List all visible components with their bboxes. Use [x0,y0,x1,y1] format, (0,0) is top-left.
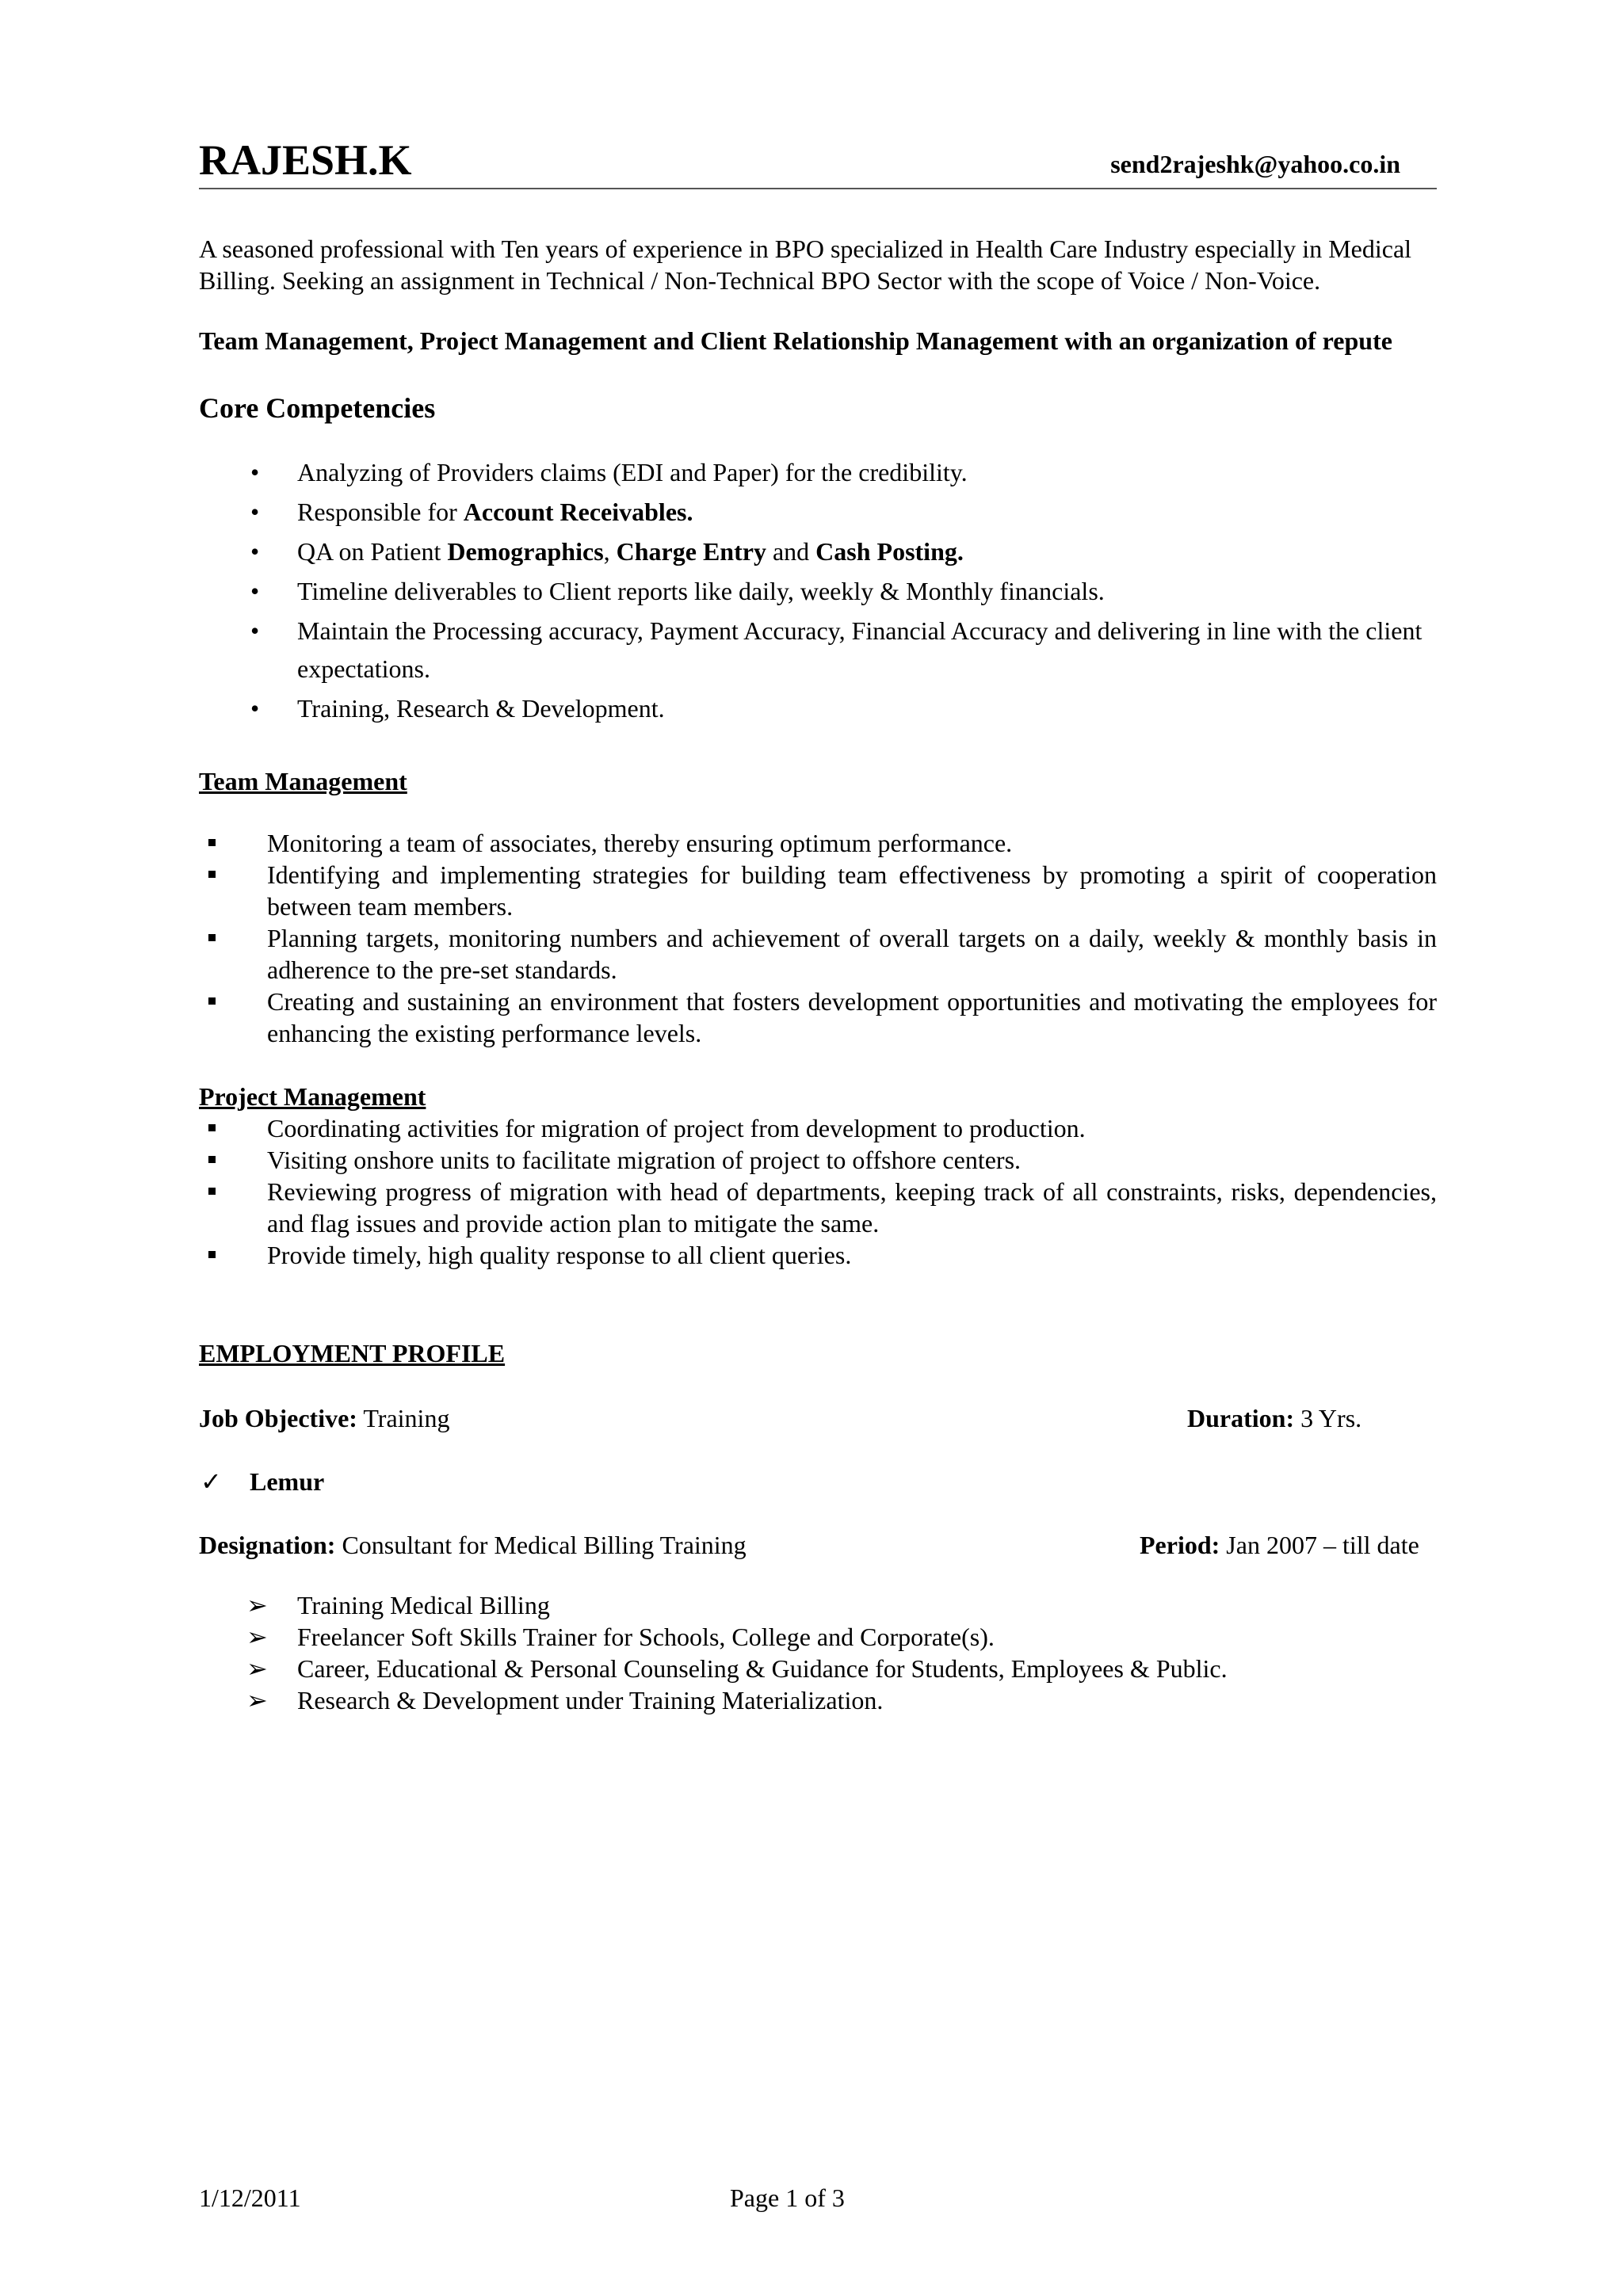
item-text: Research & Development under Training Materialization. [297,1686,884,1714]
arrow-bullet-icon: ➢ [246,1654,268,1683]
footer-date: 1/12/2011 [199,2183,301,2212]
job-objective-value: Training [357,1404,450,1432]
item-bold-text: Cash Posting. [815,537,964,566]
square-bullet-icon [208,997,216,1005]
bullet-icon: • [250,616,260,645]
list-item [199,1653,1437,1684]
item-text: Responsible for [297,498,464,526]
employment-profile-heading: EMPLOYMENT PROFILE [199,1339,506,1367]
candidate-name: RAJESH.K [199,136,412,184]
organization-row [199,1466,1437,1497]
list-item [199,1176,1437,1239]
period [1140,1529,1437,1561]
list-item [199,1239,1437,1271]
item-text: Visiting onshore units to facilitate migration of project to offshore centers. [267,1146,1022,1174]
list-item [199,532,1437,570]
duration-value: 3 Yrs. [1294,1404,1362,1432]
arrow-bullet-icon: ➢ [246,1686,268,1714]
summary-paragraph: A seasoned professional with Ten years of experience in BPO specialized in Health Care Industry especially in Medical Billing. Seeking an assignment in Technical / Non-Technical BPO Sector with the scope of Voice / Non-Voice. [199,235,1412,295]
list-item [199,922,1437,986]
square-bullet-icon [208,1156,216,1163]
square-bullet-icon [208,839,216,846]
check-mark-icon: ✓ [200,1467,222,1496]
item-text: Planning targets, monitoring numbers and achievement of overall targets on a daily, weekly & monthly basis in adherence to the pre-set standards. [267,924,1437,984]
list-item [199,986,1437,1049]
item-text: Reviewing progress of migration with head of departments, keeping track of all constraints, risks, dependencies, and flag issues and provide action plan to mitigate the same. [267,1177,1437,1238]
item-text: Training, Research & Development. [297,694,665,723]
bullet-icon: • [250,577,260,605]
item-text: Analyzing of Providers claims (EDI and Paper) for the credibility. [297,458,968,486]
list-item [199,1684,1437,1716]
job-objective-label: Job Objective: [199,1404,357,1432]
duration [1187,1402,1437,1434]
period-value: Jan 2007 – till date [1220,1531,1419,1559]
list-item [199,689,1437,727]
list-item [199,1589,1437,1621]
square-bullet-icon [208,1124,216,1131]
item-text: and [766,537,816,566]
item-text: Creating and sustaining an environment that fosters development opportunities and motivating the employees for enhancing the existing performance levels. [267,987,1437,1047]
designation-label: Designation: [199,1531,336,1559]
focus-statement: Team Management, Project Management and Client Relationship Management with an organization of repute [199,326,1392,355]
item-text: Provide timely, high quality response to all client queries. [267,1241,852,1269]
project-management-list [199,1112,1437,1271]
item-text: Maintain the Processing accuracy, Payment Accuracy, Financial Accuracy and delivering in line with the client expectations. [297,616,1423,683]
arrow-bullet-icon: ➢ [246,1623,268,1651]
list-item [199,1621,1437,1653]
candidate-email: send2rajeshk@yahoo.co.in [1110,150,1400,178]
bullet-icon: • [250,498,260,526]
list-item [199,859,1437,922]
resume-content [199,136,1437,1716]
team-management-heading: Team Management [199,767,407,795]
square-bullet-icon [208,1251,216,1258]
list-item [199,493,1437,531]
item-text: Timeline deliverables to Client reports like daily, weekly & Monthly financials. [297,577,1105,605]
designation-value: Consultant for Medical Billing Training [335,1531,747,1559]
list-item [199,827,1437,859]
bullet-icon: • [250,458,260,486]
list-item [199,572,1437,610]
item-text: QA on Patient [297,537,448,566]
square-bullet-icon [208,934,216,941]
square-bullet-icon [208,871,216,878]
arrow-bullet-icon: ➢ [246,1591,268,1619]
item-text: Monitoring a team of associates, thereby ensuring optimum performance. [267,829,1013,857]
project-management-heading: Project Management [199,1082,426,1111]
item-text: Career, Educational & Personal Counseling & Guidance for Students, Employees & Public. [297,1654,1228,1683]
list-item [199,612,1437,688]
organization [199,1466,1437,1497]
organization-name: Lemur [250,1467,325,1496]
square-bullet-icon [208,1188,216,1195]
core-competencies-heading: Core Competencies [199,392,436,424]
item-bold-text: Charge Entry [616,537,766,566]
item-text: Identifying and implementing strategies for building team effectiveness by promoting a spirit of cooperation between team members. [267,860,1437,921]
core-competencies-list [199,453,1437,727]
bullet-icon: • [250,537,260,566]
item-bold-text: Demographics [447,537,604,566]
item-text: Freelancer Soft Skills Trainer for Schools, College and Corporate(s). [297,1623,995,1651]
designation-row [199,1529,1437,1561]
list-item [199,1112,1437,1144]
job-objective-row [199,1402,1437,1434]
bullet-icon: • [250,694,260,723]
item-text: Training Medical Billing [297,1591,550,1619]
duration-label: Duration: [1187,1404,1295,1432]
item-text: Coordinating activities for migration of project from development to production. [267,1114,1086,1142]
list-item [199,453,1437,491]
designation [199,1529,1140,1561]
list-item [199,1144,1437,1176]
item-text: , [603,537,617,566]
period-label: Period: [1140,1531,1220,1559]
team-management-list [199,827,1437,1049]
duties-list [199,1589,1437,1716]
page-number: Page 1 of 3 [730,2183,845,2212]
resume-header [199,136,1437,189]
item-bold-text: Account Receivables. [463,498,693,526]
job-objective [199,1402,1187,1434]
